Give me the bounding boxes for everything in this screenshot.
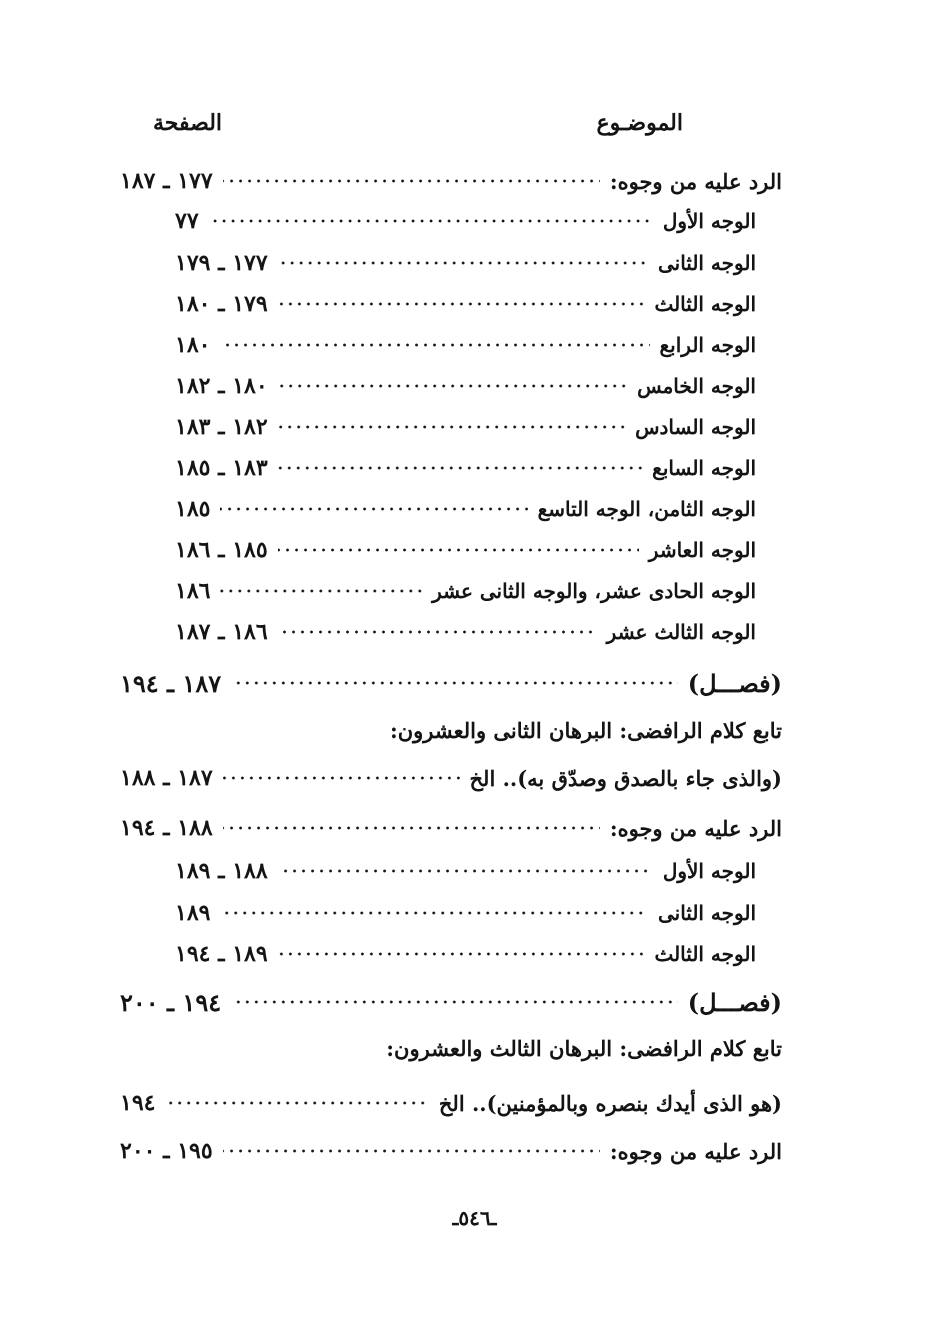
toc-entry-pages: ١٨٥: [175, 496, 211, 522]
page-column-header: الصفحة: [153, 110, 223, 136]
toc-entry-row: [175, 409, 756, 445]
toc-chapter-row: [120, 984, 782, 1020]
toc-entry-title: الوجه الأول: [662, 209, 756, 233]
toc-entry-pages: ١٨٦ ـ ١٨٧: [175, 619, 268, 645]
toc-entry-row: [175, 853, 756, 889]
toc-entry-row: [175, 614, 756, 650]
toc-entry-title: الوجه الخامس: [637, 374, 756, 398]
dot-leader: [278, 630, 597, 634]
toc-entry-title: (فصـــل): [687, 668, 782, 698]
page-number: ـ٥٤٦ـ: [452, 1206, 497, 1230]
toc-entry-title: الوجه الثالث: [654, 942, 756, 966]
toc-entry-title: الوجه الثالث عشر: [606, 620, 756, 644]
toc-entry-pages: ١٨٩ ـ ١٩٤: [175, 941, 268, 967]
toc-entry-pages: ١٨٧ ـ ١٨٨: [120, 765, 213, 791]
toc-entry-row: [175, 327, 756, 363]
toc-entry-pages: ١٨٧ ـ ١٩٤: [120, 668, 222, 698]
toc-section-note: تابع كلام الرافضى: البرهان الثالث والعشرون:: [386, 1035, 782, 1061]
toc-entry-title: الرد عليه من وجوه:: [609, 1138, 782, 1164]
toc-entry-pages: ١٨٠: [175, 332, 211, 358]
dot-leader: [220, 507, 527, 511]
toc-entry-pages: ١٨٥ ـ ١٨٦: [175, 537, 268, 563]
toc-entry-row: [175, 936, 756, 972]
toc-entry-pages: ١٨٢ ـ ١٨٣: [175, 414, 268, 440]
dot-leader: [231, 681, 678, 685]
dot-leader: [278, 425, 625, 429]
toc-entry-row: [175, 245, 756, 281]
toc-entry-pages: ١٨٨ ـ ١٨٩: [175, 858, 268, 884]
toc-entry-pages: ١٨٠ ـ ١٨٢: [175, 373, 268, 399]
toc-entry-title: الوجه الثالث: [654, 292, 756, 316]
topic-column-header: الموضـوع: [596, 110, 683, 136]
dot-leader: [223, 776, 460, 780]
toc-entry-pages: ١٩٥ ـ ٢٠٠: [120, 1138, 213, 1164]
toc-entry-title: الوجه الثامن، الوجه التاسع: [537, 497, 756, 521]
dot-leader: [223, 1149, 600, 1153]
toc-entry-title: الرد عليه من وجوه:: [609, 168, 782, 194]
toc-entry-title: الوجه السابع: [652, 456, 756, 480]
toc-entry-title: الوجه العاشر: [648, 538, 756, 562]
dot-leader: [220, 343, 649, 347]
dot-leader: [278, 384, 627, 388]
toc-entry-title: الوجه الحادى عشر، والوجه الثانى عشر: [432, 579, 756, 603]
toc-entry-row: [175, 532, 756, 568]
toc-entry-pages: ١٧٧ ـ ١٧٩: [175, 250, 268, 276]
toc-entry-pages: ١٨٩: [175, 900, 211, 926]
toc-entry-row: [175, 286, 756, 322]
toc-entry-row: [120, 1085, 782, 1121]
toc-entry-row: [175, 203, 756, 239]
toc-entry-title: الوجه الثانى: [657, 901, 756, 925]
toc-entry-pages: ١٩٤ ـ ٢٠٠: [120, 987, 222, 1017]
toc-entry-title: الوجه السادس: [635, 415, 756, 439]
dot-leader: [220, 589, 422, 593]
toc-entry-row: [175, 368, 756, 404]
toc-entry-row: [120, 760, 782, 796]
toc-entry-pages: ٧٧: [175, 208, 199, 234]
toc-entry-row: [175, 450, 756, 486]
toc-entry-row: [175, 491, 756, 527]
toc-entry-title: الوجه الأول: [662, 859, 756, 883]
toc-entry-pages: ١٨٦: [175, 578, 211, 604]
toc-entry-pages: ١٩٤: [120, 1090, 156, 1116]
toc-entry-pages: ١٨٨ ـ ١٩٤: [120, 815, 213, 841]
toc-entry-row: [120, 810, 782, 846]
toc-entry-title: الرد عليه من وجوه:: [609, 815, 782, 841]
dot-leader: [223, 826, 600, 830]
dot-leader: [231, 1000, 678, 1004]
dot-leader: [209, 219, 653, 223]
toc-entry-pages: ١٧٧ ـ ١٨٧: [120, 168, 213, 194]
toc-entry-title: (والذى جاء بالصدق وصدّق به).. الخ: [469, 765, 782, 791]
toc-section-note: تابع كلام الرافضى: البرهان الثانى والعشرون:: [389, 717, 782, 743]
toc-entry-pages: ١٧٩ ـ ١٨٠: [175, 291, 268, 317]
dot-leader: [278, 466, 643, 470]
dot-leader: [278, 302, 645, 306]
toc-entry-row: [120, 1133, 782, 1169]
dot-leader: [165, 1101, 428, 1105]
toc-entry-row: [175, 895, 756, 931]
dot-leader: [278, 548, 639, 552]
dot-leader: [223, 179, 600, 183]
dot-leader: [278, 952, 645, 956]
toc-entry-title: الوجه الرابع: [659, 333, 756, 357]
toc-entry-title: الوجه الثانى: [657, 251, 756, 275]
dot-leader: [278, 869, 653, 873]
toc-entry-title: (هو الذى أيدك بنصره وبالمؤمنين).. الخ: [438, 1090, 782, 1116]
toc-entry-row: [175, 573, 756, 609]
toc-entry-pages: ١٨٣ ـ ١٨٥: [175, 455, 268, 481]
dot-leader: [278, 261, 648, 265]
toc-entry-row: [120, 163, 782, 199]
toc-entry-title: (فصـــل): [687, 987, 782, 1017]
toc-chapter-row: [120, 665, 782, 701]
dot-leader: [220, 911, 648, 915]
